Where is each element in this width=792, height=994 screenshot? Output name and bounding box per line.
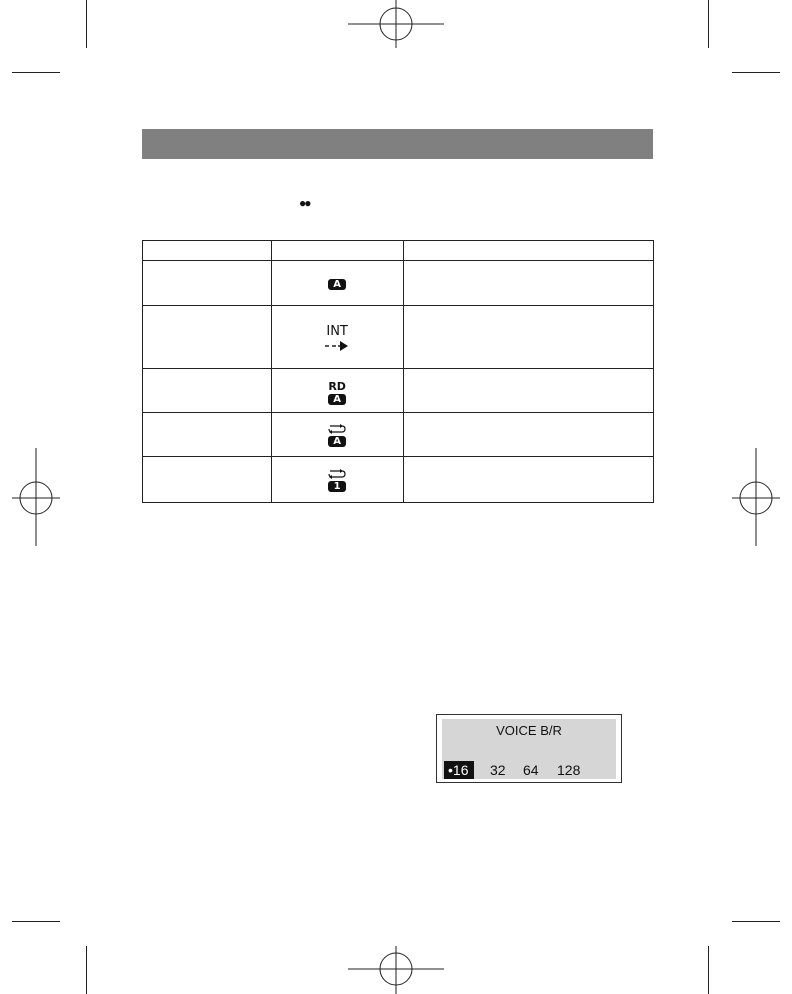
repeat-arrow-icon <box>326 423 348 435</box>
repeat-arrow-icon <box>326 468 348 480</box>
registration-mark-right <box>732 448 784 546</box>
crop-mark <box>708 0 709 48</box>
table-header-cell <box>403 241 653 261</box>
lcd-option: 128 <box>557 762 581 778</box>
lcd-screen <box>442 719 616 779</box>
lcd-option: 32 <box>490 762 506 778</box>
mode-icon-cell <box>271 306 403 369</box>
mode-description-cell <box>403 261 653 306</box>
lcd-display <box>436 714 622 783</box>
random-all-icon: A <box>328 394 346 405</box>
mode-name-cell <box>143 261 272 306</box>
crop-mark <box>708 946 709 994</box>
intro-scan-icon <box>324 340 350 352</box>
mode-icon-cell <box>271 413 403 457</box>
lcd-option-selected <box>444 761 474 779</box>
repeat-all-icon: A <box>328 436 346 447</box>
table-row <box>143 261 654 306</box>
table-header-row <box>143 241 654 261</box>
table-row <box>143 369 654 413</box>
mode-name-cell <box>143 306 272 369</box>
playback-modes-table <box>142 240 654 503</box>
lcd-option: 64 <box>523 762 539 778</box>
crop-mark <box>12 921 60 922</box>
mode-name-cell <box>143 413 272 457</box>
table-row <box>143 413 654 457</box>
repeat-all-a-icon: A <box>328 279 346 290</box>
mode-icon-cell <box>271 457 403 503</box>
intro-scan-label: INT <box>326 324 348 339</box>
selected-marker: • <box>448 762 453 778</box>
mode-description-cell <box>403 369 653 413</box>
random-label: RD <box>328 379 346 393</box>
table-header-cell <box>143 241 272 261</box>
mode-icon-cell <box>271 261 403 306</box>
repeat-one-icon: 1 <box>328 481 346 492</box>
lcd-title: VOICE B/R <box>496 723 562 738</box>
mode-description-cell <box>403 306 653 369</box>
crop-mark <box>86 946 87 994</box>
mode-name-cell <box>143 369 272 413</box>
registration-mark-bottom <box>348 942 444 994</box>
crop-mark <box>12 72 60 73</box>
crop-mark <box>732 921 780 922</box>
double-dot-icon: ●● <box>299 196 310 210</box>
registration-mark-top <box>348 0 444 52</box>
table-row <box>143 306 654 369</box>
crop-mark <box>732 72 780 73</box>
mode-description-cell <box>403 413 653 457</box>
lcd-option-label: 16 <box>452 762 469 778</box>
mode-icon-cell <box>271 369 403 413</box>
table-row <box>143 457 654 503</box>
registration-mark-left <box>12 448 64 546</box>
crop-mark <box>86 0 87 48</box>
table-header-cell <box>271 241 403 261</box>
mode-description-cell <box>403 457 653 503</box>
mode-name-cell <box>143 457 272 503</box>
section-header-bar <box>142 129 653 159</box>
